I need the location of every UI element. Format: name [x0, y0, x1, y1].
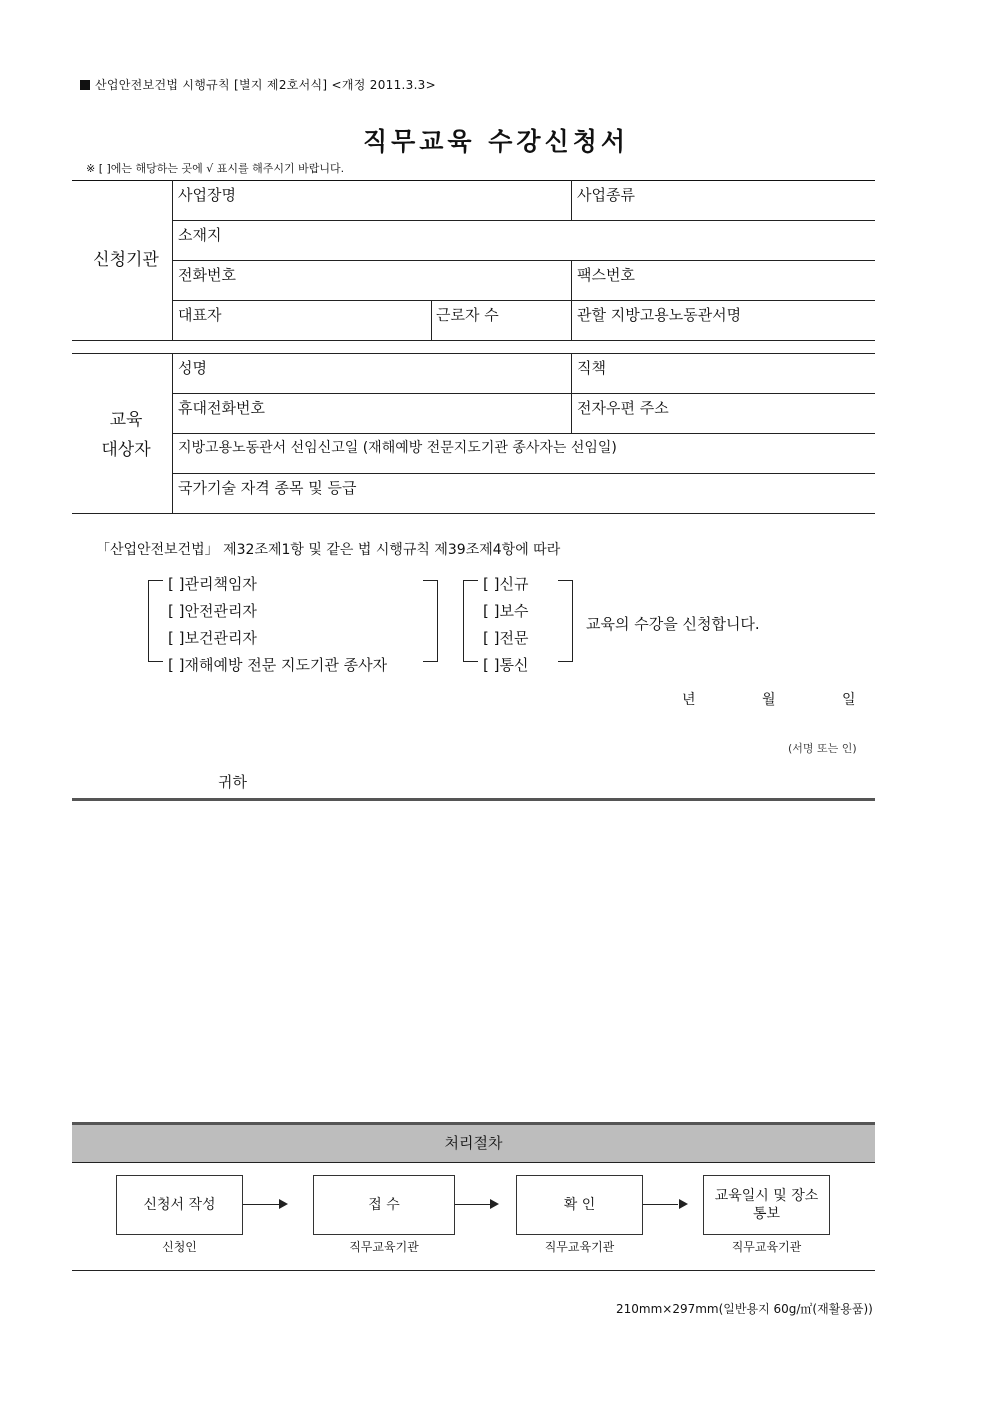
phone-field[interactable]: 전화번호	[178, 266, 236, 284]
step-receipt	[313, 1175, 455, 1235]
form-header	[80, 76, 436, 93]
position-field[interactable]: 직책	[577, 359, 606, 377]
labor-office-field[interactable]: 관할 지방고용노동관서명	[577, 306, 742, 324]
course-checkbox-correspondence[interactable]: [ ]통신	[483, 656, 529, 674]
business-type-field[interactable]: 사업종류	[577, 186, 635, 204]
arrow-line	[455, 1204, 490, 1205]
instruction-note: ※ [ ]에는 해당하는 곳에 √ 표시를 해주시기 바랍니다.	[86, 162, 345, 175]
course-checkbox-specialist[interactable]: [ ]전문	[483, 629, 529, 647]
applicant-section-label: 신청기관	[93, 250, 159, 270]
course-checkbox-refresher[interactable]: [ ]보수	[483, 602, 529, 620]
appointment-date-field[interactable]: 지방고용노동관서 선임신고일 (재해예방 전문지도기관 종사자는 선임일)	[178, 440, 617, 456]
right-bracket	[423, 580, 438, 662]
role-checkbox-safety[interactable]: [ ]안전관리자	[168, 602, 257, 620]
workers-field[interactable]: 근로자 수	[436, 306, 499, 324]
divider	[172, 433, 875, 434]
mobile-field[interactable]: 휴대전화번호	[178, 399, 265, 417]
divider	[172, 260, 875, 261]
arrow-right-icon	[679, 1199, 688, 1209]
business-name-field[interactable]: 사업장명	[178, 186, 236, 204]
divider	[571, 180, 572, 220]
divider	[172, 393, 875, 394]
day-label[interactable]: 일	[842, 692, 856, 708]
fax-field[interactable]: 팩스번호	[577, 266, 635, 284]
step-label: 확 인	[563, 1197, 596, 1213]
divider	[172, 300, 875, 301]
signature-label[interactable]: (서명 또는 인)	[788, 742, 857, 755]
divider	[172, 473, 875, 474]
left-bracket	[463, 580, 478, 662]
table-top-border	[72, 180, 875, 181]
arrow-line	[643, 1204, 678, 1205]
trainee-label-line2: 대상자	[101, 440, 151, 460]
application-text: 교육의 수강을 신청합니다.	[586, 615, 760, 633]
divider	[72, 340, 875, 341]
step-notification	[703, 1175, 830, 1235]
recipient-label: 귀하	[218, 773, 247, 791]
role-checkbox-health[interactable]: [ ]보건관리자	[168, 629, 257, 647]
arrow-right-icon	[490, 1199, 499, 1209]
step-label: 신청서 작성	[143, 1197, 216, 1213]
step-actor: 직무교육기관	[544, 1240, 615, 1254]
qualification-field[interactable]: 국가기술 자격 종목 및 등급	[178, 479, 357, 497]
trainee-section-label	[80, 405, 172, 465]
square-bullet-icon	[80, 80, 90, 90]
step-actor: 신청인	[162, 1240, 197, 1254]
step-label: 교육일시 및 장소 통보	[714, 1188, 819, 1222]
section-end-rule	[72, 798, 875, 801]
arrow-line	[243, 1204, 279, 1205]
divider	[72, 1162, 875, 1163]
email-field[interactable]: 전자우편 주소	[577, 399, 669, 417]
form-title: 직무교육 수강신청서	[362, 127, 630, 156]
divider	[72, 513, 875, 514]
divider	[172, 220, 875, 221]
arrow-right-icon	[279, 1199, 288, 1209]
form-header-text: 산업안전보건법 시행규칙 [별지 제2호서식] <개정 2011.3.3>	[95, 78, 436, 92]
location-field[interactable]: 소재지	[178, 226, 222, 244]
left-bracket	[148, 580, 163, 662]
year-label[interactable]: 년	[682, 692, 696, 708]
name-field[interactable]: 성명	[178, 359, 207, 377]
paper-spec-footer: 210mm×297mm(일반용지 60g/㎡(재활용품))	[616, 1302, 873, 1316]
procedure-header: 처리절차	[72, 1122, 875, 1162]
divider	[72, 1270, 875, 1271]
step-application	[116, 1175, 243, 1235]
month-label[interactable]: 월	[762, 692, 776, 708]
step-label: 접 수	[368, 1197, 400, 1213]
step-actor: 직무교육기관	[349, 1240, 419, 1254]
step-confirmation	[516, 1175, 643, 1235]
step-actor: 직무교육기관	[731, 1240, 802, 1254]
role-checkbox-agency-staff[interactable]: [ ]재해예방 전문 지도기관 종사자	[168, 654, 391, 675]
role-checkbox-manager[interactable]: [ ]관리책임자	[168, 575, 257, 593]
trainee-label-line1: 교육	[109, 410, 143, 430]
legal-basis-statement: 「산업안전보건법」 제32조제1항 및 같은 법 시행규칙 제39조제4항에 따라	[96, 542, 561, 558]
divider	[431, 300, 432, 341]
right-bracket	[558, 580, 573, 662]
representative-field[interactable]: 대표자	[178, 306, 222, 324]
course-checkbox-new[interactable]: [ ]신규	[483, 575, 529, 593]
divider	[72, 353, 875, 354]
